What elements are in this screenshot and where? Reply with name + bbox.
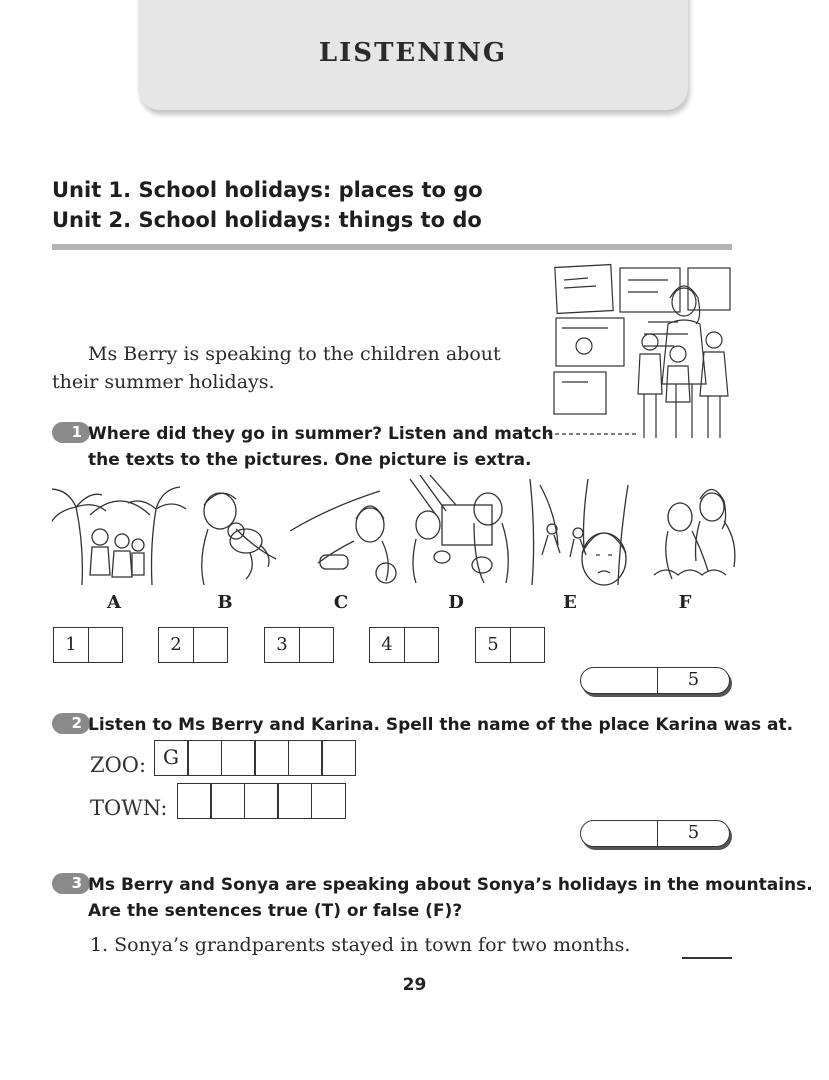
answer-box-5: [475, 627, 545, 663]
zoo-letter-5[interactable]: [288, 740, 323, 776]
task-1-line-1: Where did they go in summer? Listen and match: [88, 424, 554, 444]
unit-1-title: Unit 1. School holidays: places to go: [52, 178, 483, 202]
answer-slot-2[interactable]: [194, 628, 227, 662]
town-letter-1[interactable]: [177, 783, 212, 819]
boy-playing-video-game-picture: [290, 491, 396, 583]
task-1-pictures: [52, 475, 742, 590]
zoo-letter-2[interactable]: [187, 740, 222, 776]
answer-box-4: [369, 627, 439, 663]
task-3-line-2: Are the sentences true (T) or false (F)?: [88, 901, 463, 921]
answer-slot-4[interactable]: [405, 628, 438, 662]
answer-slot-1[interactable]: [89, 628, 122, 662]
task-2-instructions: Listen to Ms Berry and Karina. Spell the name of the place Karina was at.: [88, 715, 794, 735]
picture-label-d: D: [448, 592, 464, 613]
task-1-number-badge: 1: [52, 422, 90, 443]
zoo-letter-6[interactable]: [321, 740, 356, 776]
answer-box-2: [158, 627, 228, 663]
task-1-score-max: 5: [687, 669, 700, 690]
intro-paragraph: [52, 340, 552, 396]
task-3-instructions: [88, 872, 813, 924]
page-number: 29: [402, 975, 427, 995]
section-banner: [138, 0, 688, 110]
answer-slot-5[interactable]: [511, 628, 544, 662]
zoo-letter-4[interactable]: [254, 740, 289, 776]
children-washing-window-picture: [410, 475, 508, 583]
intro-text: Ms Berry is speaking to the children about their summer holidays.: [52, 343, 501, 393]
task-2-score-max: 5: [687, 822, 700, 843]
picture-label-c: C: [333, 592, 349, 613]
task-1-score-box: [580, 667, 730, 694]
answer-number: 4: [370, 628, 405, 662]
zoo-letter-boxes: [155, 740, 356, 776]
picture-label-e: E: [563, 592, 577, 613]
task-3-line-1: Ms Berry and Sonya are speaking about Sonya’s holidays in the mountains.: [88, 875, 813, 895]
town-letter-3[interactable]: [244, 783, 279, 819]
section-title: LISTENING: [318, 38, 508, 68]
answer-slot-3[interactable]: [300, 628, 333, 662]
town-letter-4[interactable]: [277, 783, 312, 819]
task-2-score-box: [580, 820, 730, 847]
task-1-score-slot[interactable]: [581, 668, 658, 693]
task-1-line-2: the texts to the pictures. One picture is extra.: [88, 450, 532, 470]
town-letter-boxes: [178, 783, 346, 819]
task-3-number-badge: 3: [52, 873, 90, 894]
divider-rule: [52, 244, 732, 250]
people-gardening-picture: [654, 489, 735, 579]
town-letter-5[interactable]: [311, 783, 346, 819]
town-letter-2[interactable]: [210, 783, 245, 819]
answer-number: 3: [265, 628, 300, 662]
picture-label-f: F: [678, 592, 692, 613]
answer-box-3: [264, 627, 334, 663]
boy-with-puppy-picture: [202, 493, 276, 585]
task-1-instructions: [88, 421, 554, 473]
sad-girl-in-park-picture: [530, 479, 628, 585]
task-3-answer-line-1[interactable]: [682, 957, 732, 959]
unit-2-title: Unit 2. School holidays: things to do: [52, 208, 482, 232]
task-3-sentence-1: 1. Sonya’s grandparents stayed in town for two months.: [90, 934, 631, 956]
teacher-with-children-illustration: [548, 262, 736, 452]
answer-number: 5: [476, 628, 511, 662]
zoo-letter-1[interactable]: G: [154, 740, 189, 776]
town-label: TOWN:: [90, 796, 168, 820]
zoo-label: ZOO:: [90, 753, 147, 777]
task-2-score-slot[interactable]: [581, 821, 658, 846]
picture-label-a: A: [107, 592, 121, 613]
zoo-letter-3[interactable]: [221, 740, 256, 776]
zoo-family-picture: [52, 487, 186, 585]
answer-box-1: [53, 627, 123, 663]
answer-number: 2: [159, 628, 194, 662]
task-2-number-badge: 2: [52, 713, 90, 734]
answer-number: 1: [54, 628, 89, 662]
picture-label-b: B: [217, 592, 233, 613]
